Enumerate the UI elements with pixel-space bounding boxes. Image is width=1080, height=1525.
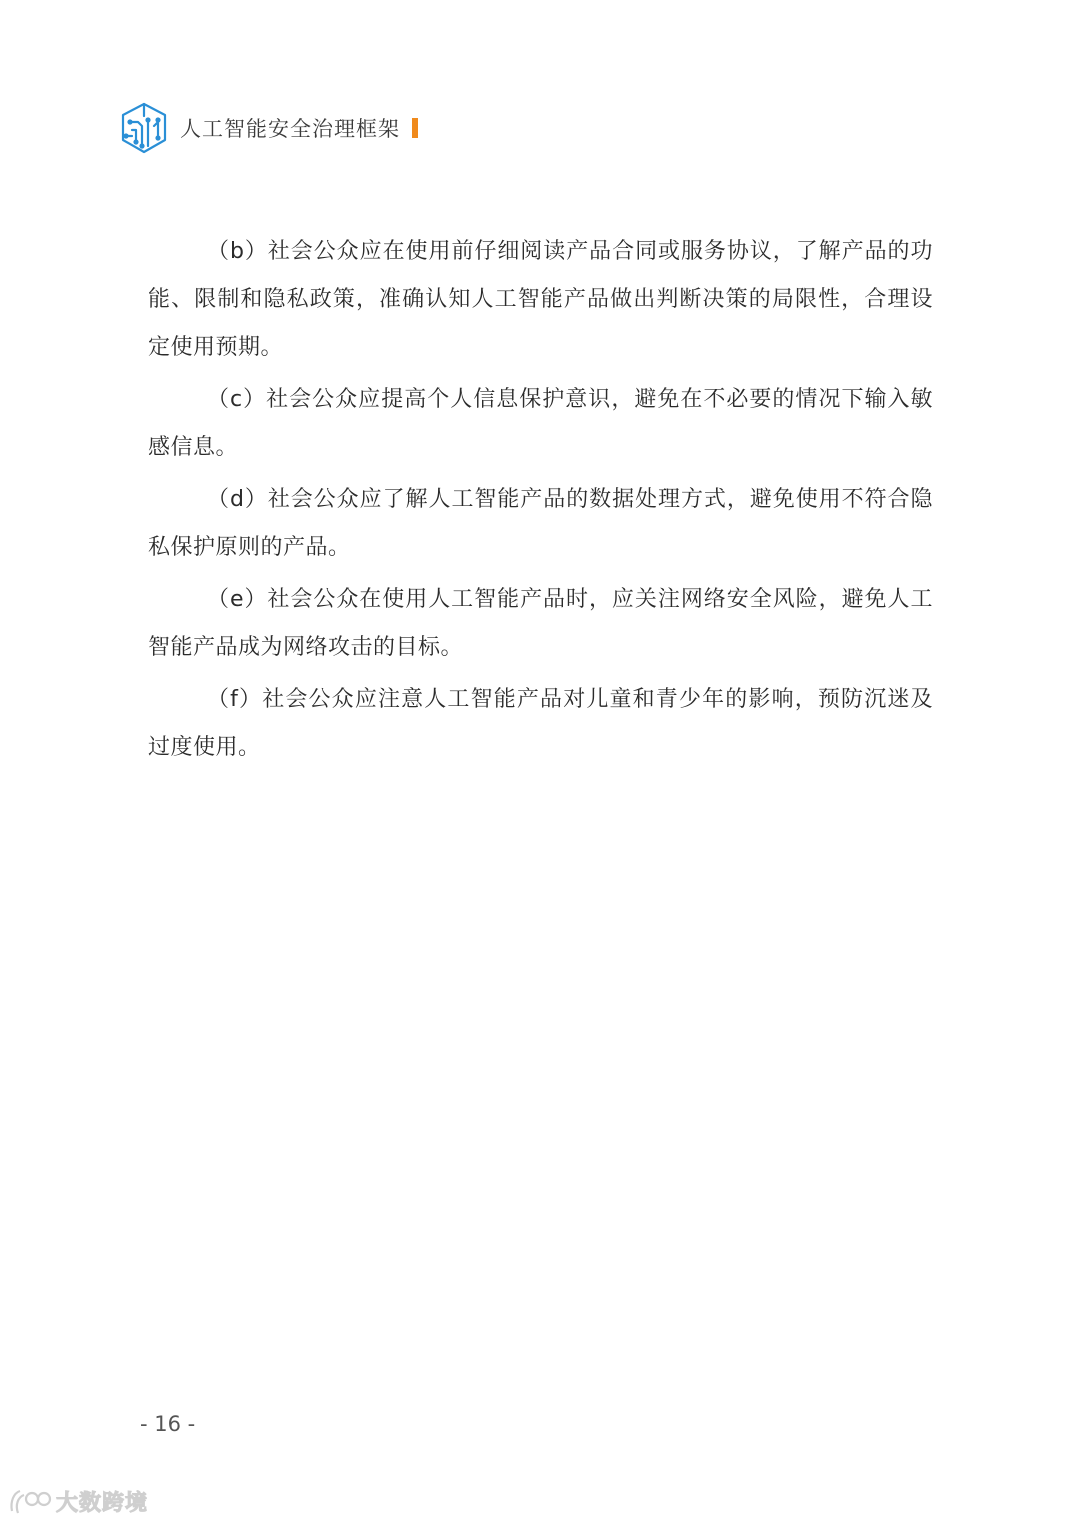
watermark-logo-icon	[8, 1487, 52, 1517]
header-accent-bar	[412, 118, 418, 138]
document-body	[148, 228, 933, 776]
header-title: 人工智能安全治理框架	[180, 117, 400, 141]
paragraph-e: （e）社会公众在使用人工智能产品时，应关注网络安全风险，避免人工智能产品成为网络攻击的目标。	[148, 587, 933, 660]
paragraph-d: （d）社会公众应了解人工智能产品的数据处理方式，避免使用不符合隐私保护原则的产品。	[148, 487, 933, 560]
page-header	[118, 100, 418, 156]
paragraph-c: （c）社会公众应提高个人信息保护意识，避免在不必要的情况下输入敏感信息。	[148, 387, 933, 460]
page-number: - 16 -	[140, 1412, 196, 1436]
paragraph-b: （b）社会公众应在使用前仔细阅读产品合同或服务协议，了解产品的功能、限制和隐私政策，准确认知人工智能产品做出判断决策的局限性，合理设定使用预期。	[148, 239, 933, 360]
paragraph-f: （f）社会公众应注意人工智能产品对儿童和青少年的影响，预防沉迷及过度使用。	[148, 687, 933, 760]
circuit-cube-icon	[118, 100, 170, 156]
watermark	[8, 1486, 148, 1517]
watermark-text: 大数跨境	[56, 1491, 149, 1516]
